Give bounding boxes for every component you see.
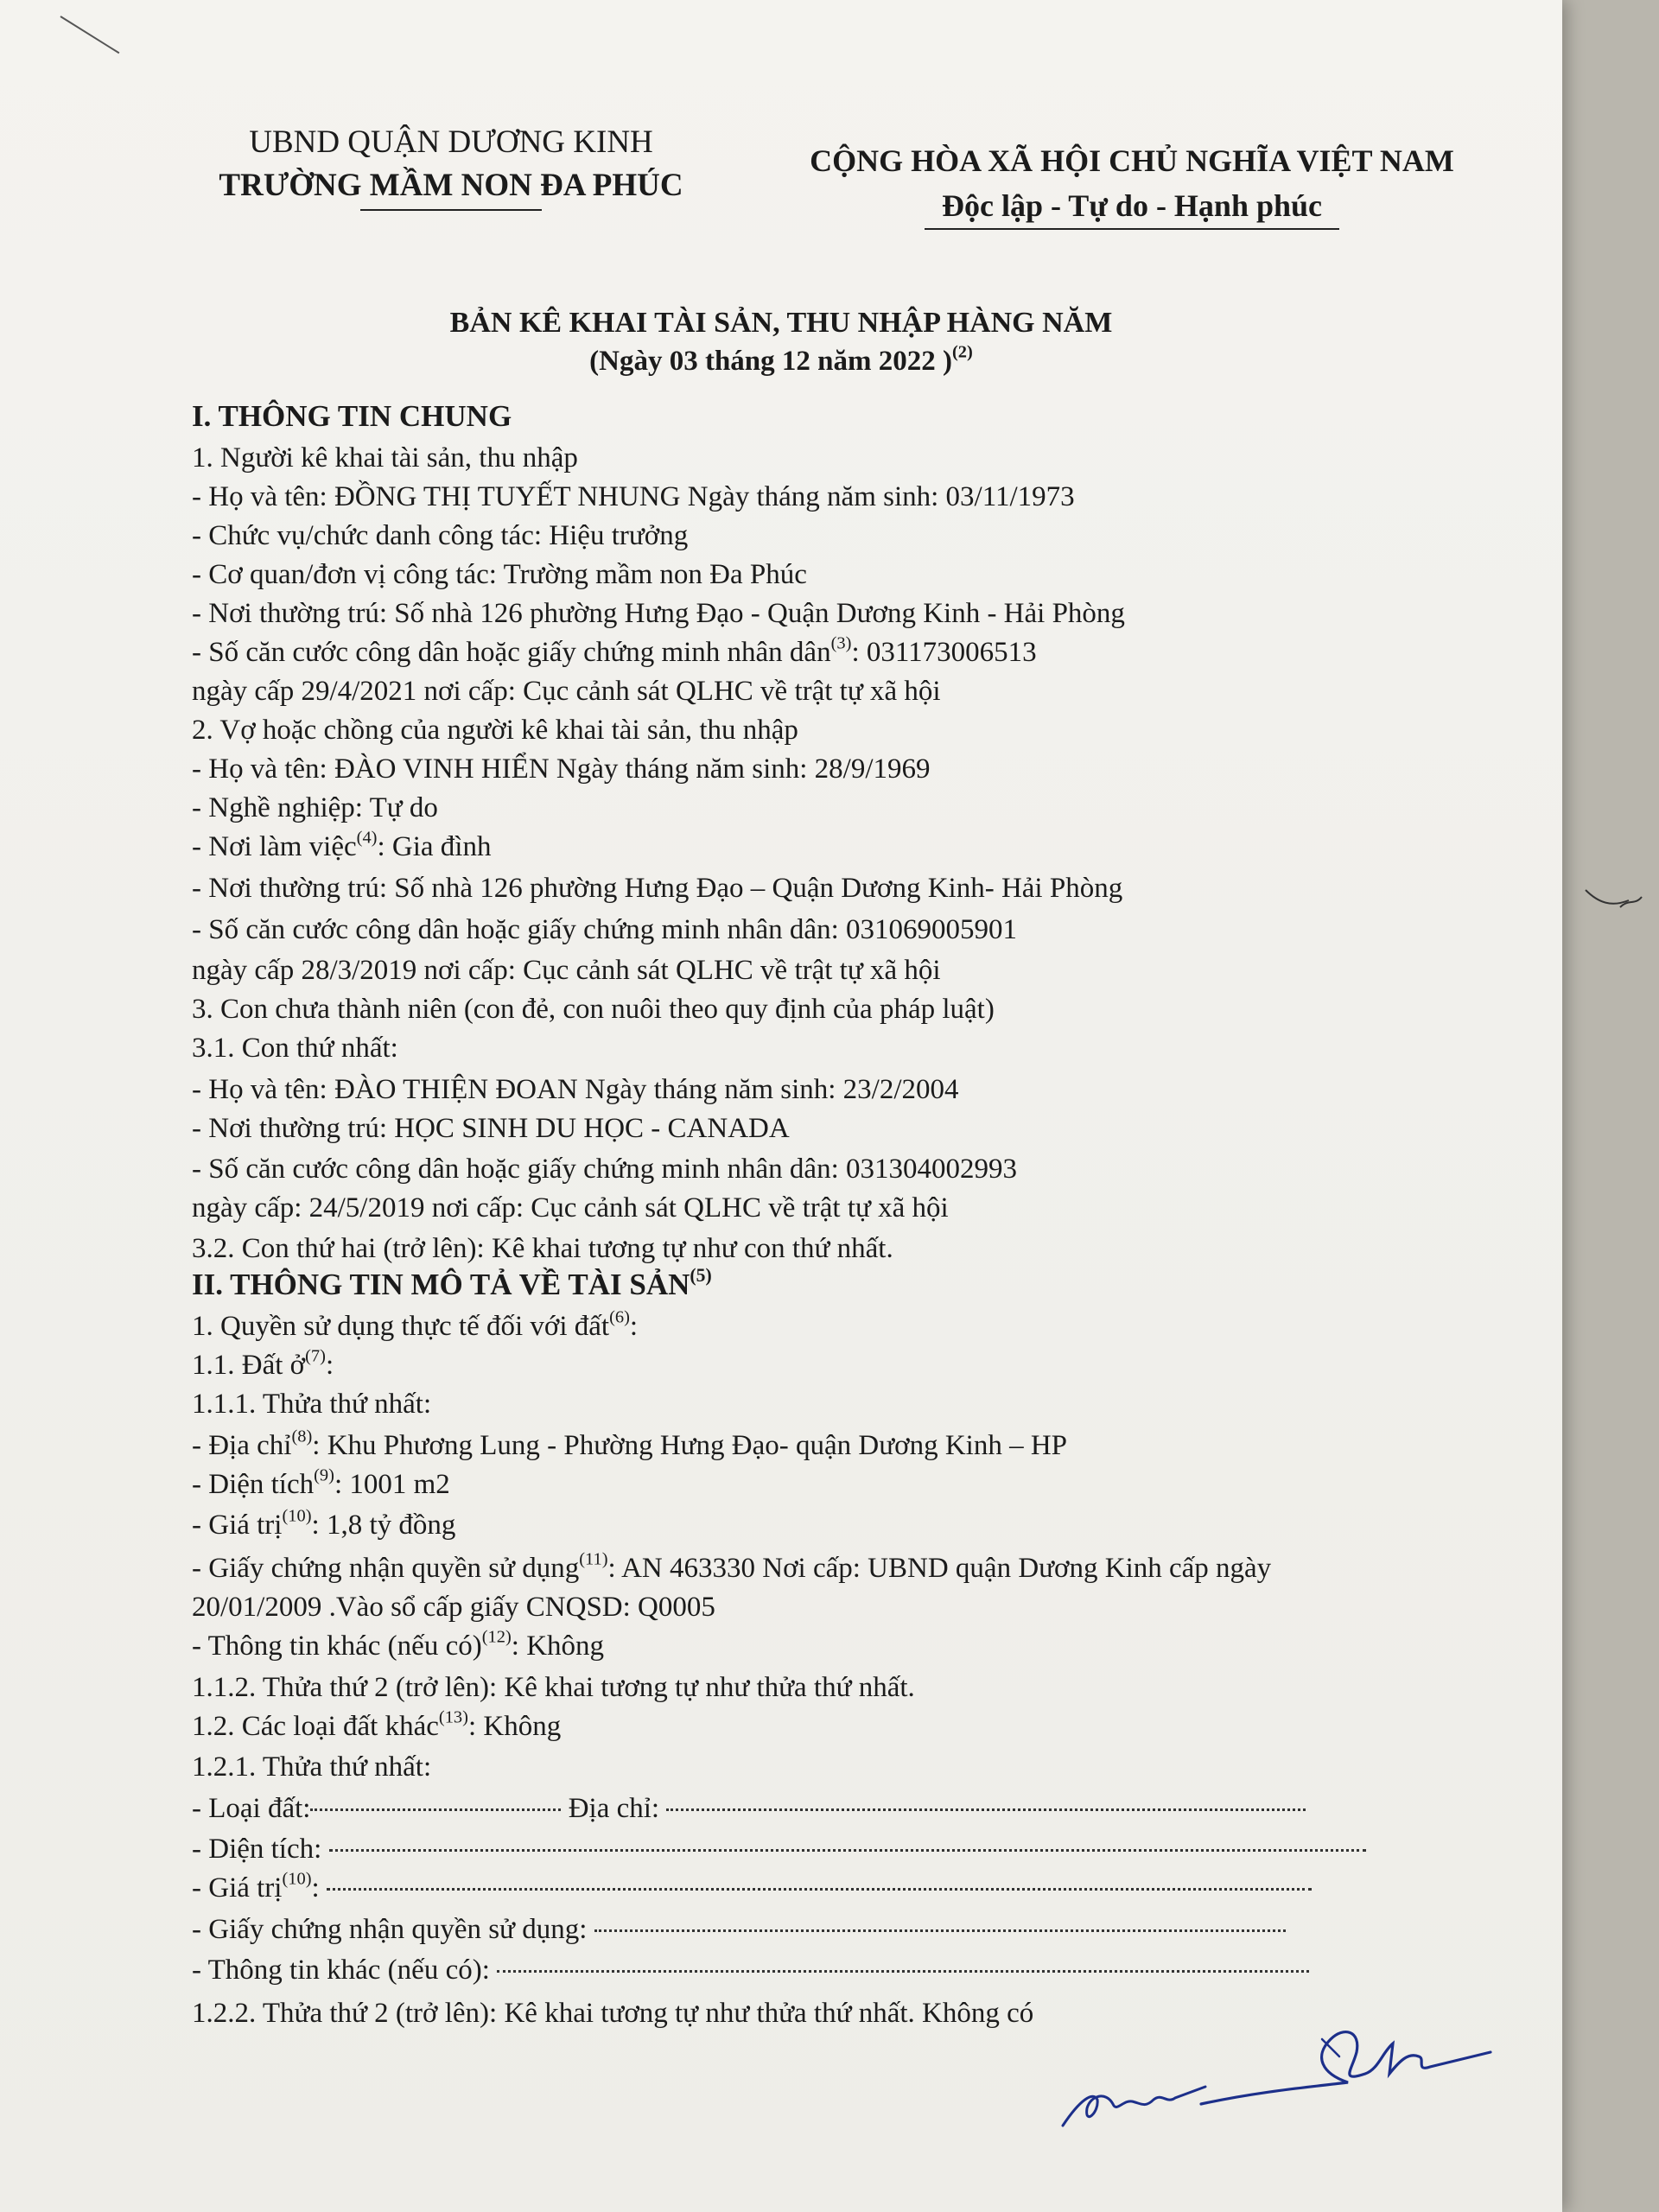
national-motto [743,138,1521,230]
plot-1-certificate: - Giấy chứng nhận quyền sử dụng$^{(11)}$: AN 463330 Nơi cấp: UBND quận Dương Kinh cấp ngày [192,1549,1272,1584]
other-plot-1-heading: 1.2.1. Thửa thứ nhất: [192,1751,432,1783]
spouse-heading: 2. Vợ hoặc chồng của người kê khai tài sản, thu nhập [192,715,798,746]
child-1-heading: 3.1. Con thứ nhất: [192,1033,398,1064]
issuing-organization [192,121,710,211]
residential-land-heading: 1.1. Đất ở$^{(7)}$: [192,1346,334,1381]
children-heading: 3. Con chưa thành niên (con đẻ, con nuôi theo quy định của pháp luật) [192,994,995,1025]
land-use-heading: 1. Quyền sử dụng thực tế đối với đất$^{(6)}$: [192,1307,639,1342]
declarant-id-issue: ngày cấp 29/4/2021 nơi cấp: Cục cảnh sát QLHC về trật tự xã hội [192,676,941,707]
child-2-note: 3.2. Con thứ hai (trở lên): Kê khai tương tự như con thứ nhất. [192,1233,893,1264]
declarant-position: - Chức vụ/chức danh công tác: Hiệu trưởng [192,520,689,551]
land-area-row: - Diện tích: [192,1834,1366,1866]
declarant-name: - Họ và tên: ĐỒNG THỊ TUYẾT NHUNG Ngày tháng năm sinh: 03/11/1973 [192,481,1075,512]
org-line-1: UBND QUẬN DƯƠNG KINH [249,124,653,160]
plot-1-other-info: - Thông tin khác (nếu có)$^{(12)}$: Không [192,1627,605,1662]
other-land-heading: 1.2. Các loại đất khác$^{(13)}$: Không [192,1707,562,1742]
land-area-blank [329,1849,1366,1852]
declarant-residence: - Nơi thường trú: Số nhà 126 phường Hưng Đạo - Quận Dương Kinh - Hải Phòng [192,598,1125,629]
org-line-2: TRƯỜNG MẦM NON ĐA PHÚC [219,168,683,203]
spouse-workplace: - Nơi làm việc$^{(4)}$: Gia đình [192,828,492,862]
org-underline [360,209,542,211]
spouse-residence: - Nơi thường trú: Số nhà 126 phường Hưng Đạo – Quận Dương Kinh- Hải Phòng [192,873,1123,904]
child-1-residence: - Nơi thường trú: HỌC SINH DU HỌC - CANADA [192,1113,790,1144]
child-1-id: - Số căn cước công dân hoặc giấy chứng minh nhân dân: 031304002993 [192,1154,1018,1185]
document-date: (Ngày 03 tháng 12 năm 2022 )$^{(2)}$ [589,342,973,377]
spouse-name: - Họ và tên: ĐÀO VINH HIỂN Ngày tháng năm sinh: 28/9/1969 [192,753,931,785]
other-plot-2-note: 1.2.2. Thửa thứ 2 (trở lên): Kê khai tương tự như thửa thứ nhất. Không có [192,1998,1034,2029]
declarant-agency: - Cơ quan/đơn vị công tác: Trường mầm non Đa Phúc [192,559,807,590]
spouse-id-issue: ngày cấp 28/3/2019 nơi cấp: Cục cảnh sát QLHC về trật tự xã hội [192,955,941,986]
section-2-heading: II. THÔNG TIN MÔ TẢ VỀ TÀI SẢN$^{(5)}$ [192,1264,712,1301]
document-title: BẢN KÊ KHAI TÀI SẢN, THU NHẬP HÀNG NĂM [449,307,1113,339]
spouse-id: - Số căn cước công dân hoặc giấy chứng minh nhân dân: 031069005901 [192,914,1018,945]
land-type-row: - Loại đất: Địa chỉ: [192,1793,1306,1825]
nation-line-1: CỘNG HÒA XÃ HỘI CHỦ NGHĨA VIỆT NAM [810,143,1454,178]
child-1-id-issue: ngày cấp: 24/5/2019 nơi cấp: Cục cảnh sát QLHC về trật tự xã hội [192,1192,949,1224]
land-address-blank [666,1808,1306,1811]
land-value-row: - Giá trị$^{(10)}$: [192,1872,1312,1904]
spouse-job: - Nghề nghiệp: Tự do [192,792,438,823]
plot-1-area: - Diện tích$^{(9)}$: 1001 m2 [192,1465,450,1500]
nation-line-2: Độc lập - Tự do - Hạnh phúc [941,188,1323,223]
section-1-heading: I. THÔNG TIN CHUNG [192,399,512,433]
land-value-blank [327,1888,1312,1891]
land-certificate-blank [594,1929,1286,1932]
plot-1-certificate-cont: 20/01/2009 .Vào sổ cấp giấy CNQSD: Q0005 [192,1592,715,1623]
land-certificate-row: - Giấy chứng nhận quyền sử dụng: [192,1914,1286,1946]
land-other-blank [497,1970,1309,1973]
plot-1-value: - Giá trị$^{(10)}$: 1,8 tỷ đồng [192,1506,456,1541]
spouse-signature [1192,2005,1503,2117]
land-other-row: - Thông tin khác (nếu có): [192,1955,1309,1986]
plot-1-heading: 1.1.1. Thửa thứ nhất: [192,1389,432,1420]
motto-underline [925,228,1339,230]
plot-2-note: 1.1.2. Thửa thứ 2 (trở lên): Kê khai tương tự như thửa thứ nhất. [192,1672,915,1703]
child-1-name: - Họ và tên: ĐÀO THIỆN ĐOAN Ngày tháng năm sinh: 23/2/2004 [192,1074,959,1105]
pen-stroke-mark [60,16,119,54]
land-type-blank [310,1808,561,1811]
plot-1-address: - Địa chỉ$^{(8)}$: Khu Phương Lung - Phường Hưng Đạo- quận Dương Kinh – HP [192,1427,1068,1461]
declarant-heading: 1. Người kê khai tài sản, thu nhập [192,442,578,474]
margin-pen-mark [1581,881,1650,916]
declarant-id: - Số căn cước công dân hoặc giấy chứng minh nhân dân$^{(3)}$: 031173006513 [192,633,1037,668]
